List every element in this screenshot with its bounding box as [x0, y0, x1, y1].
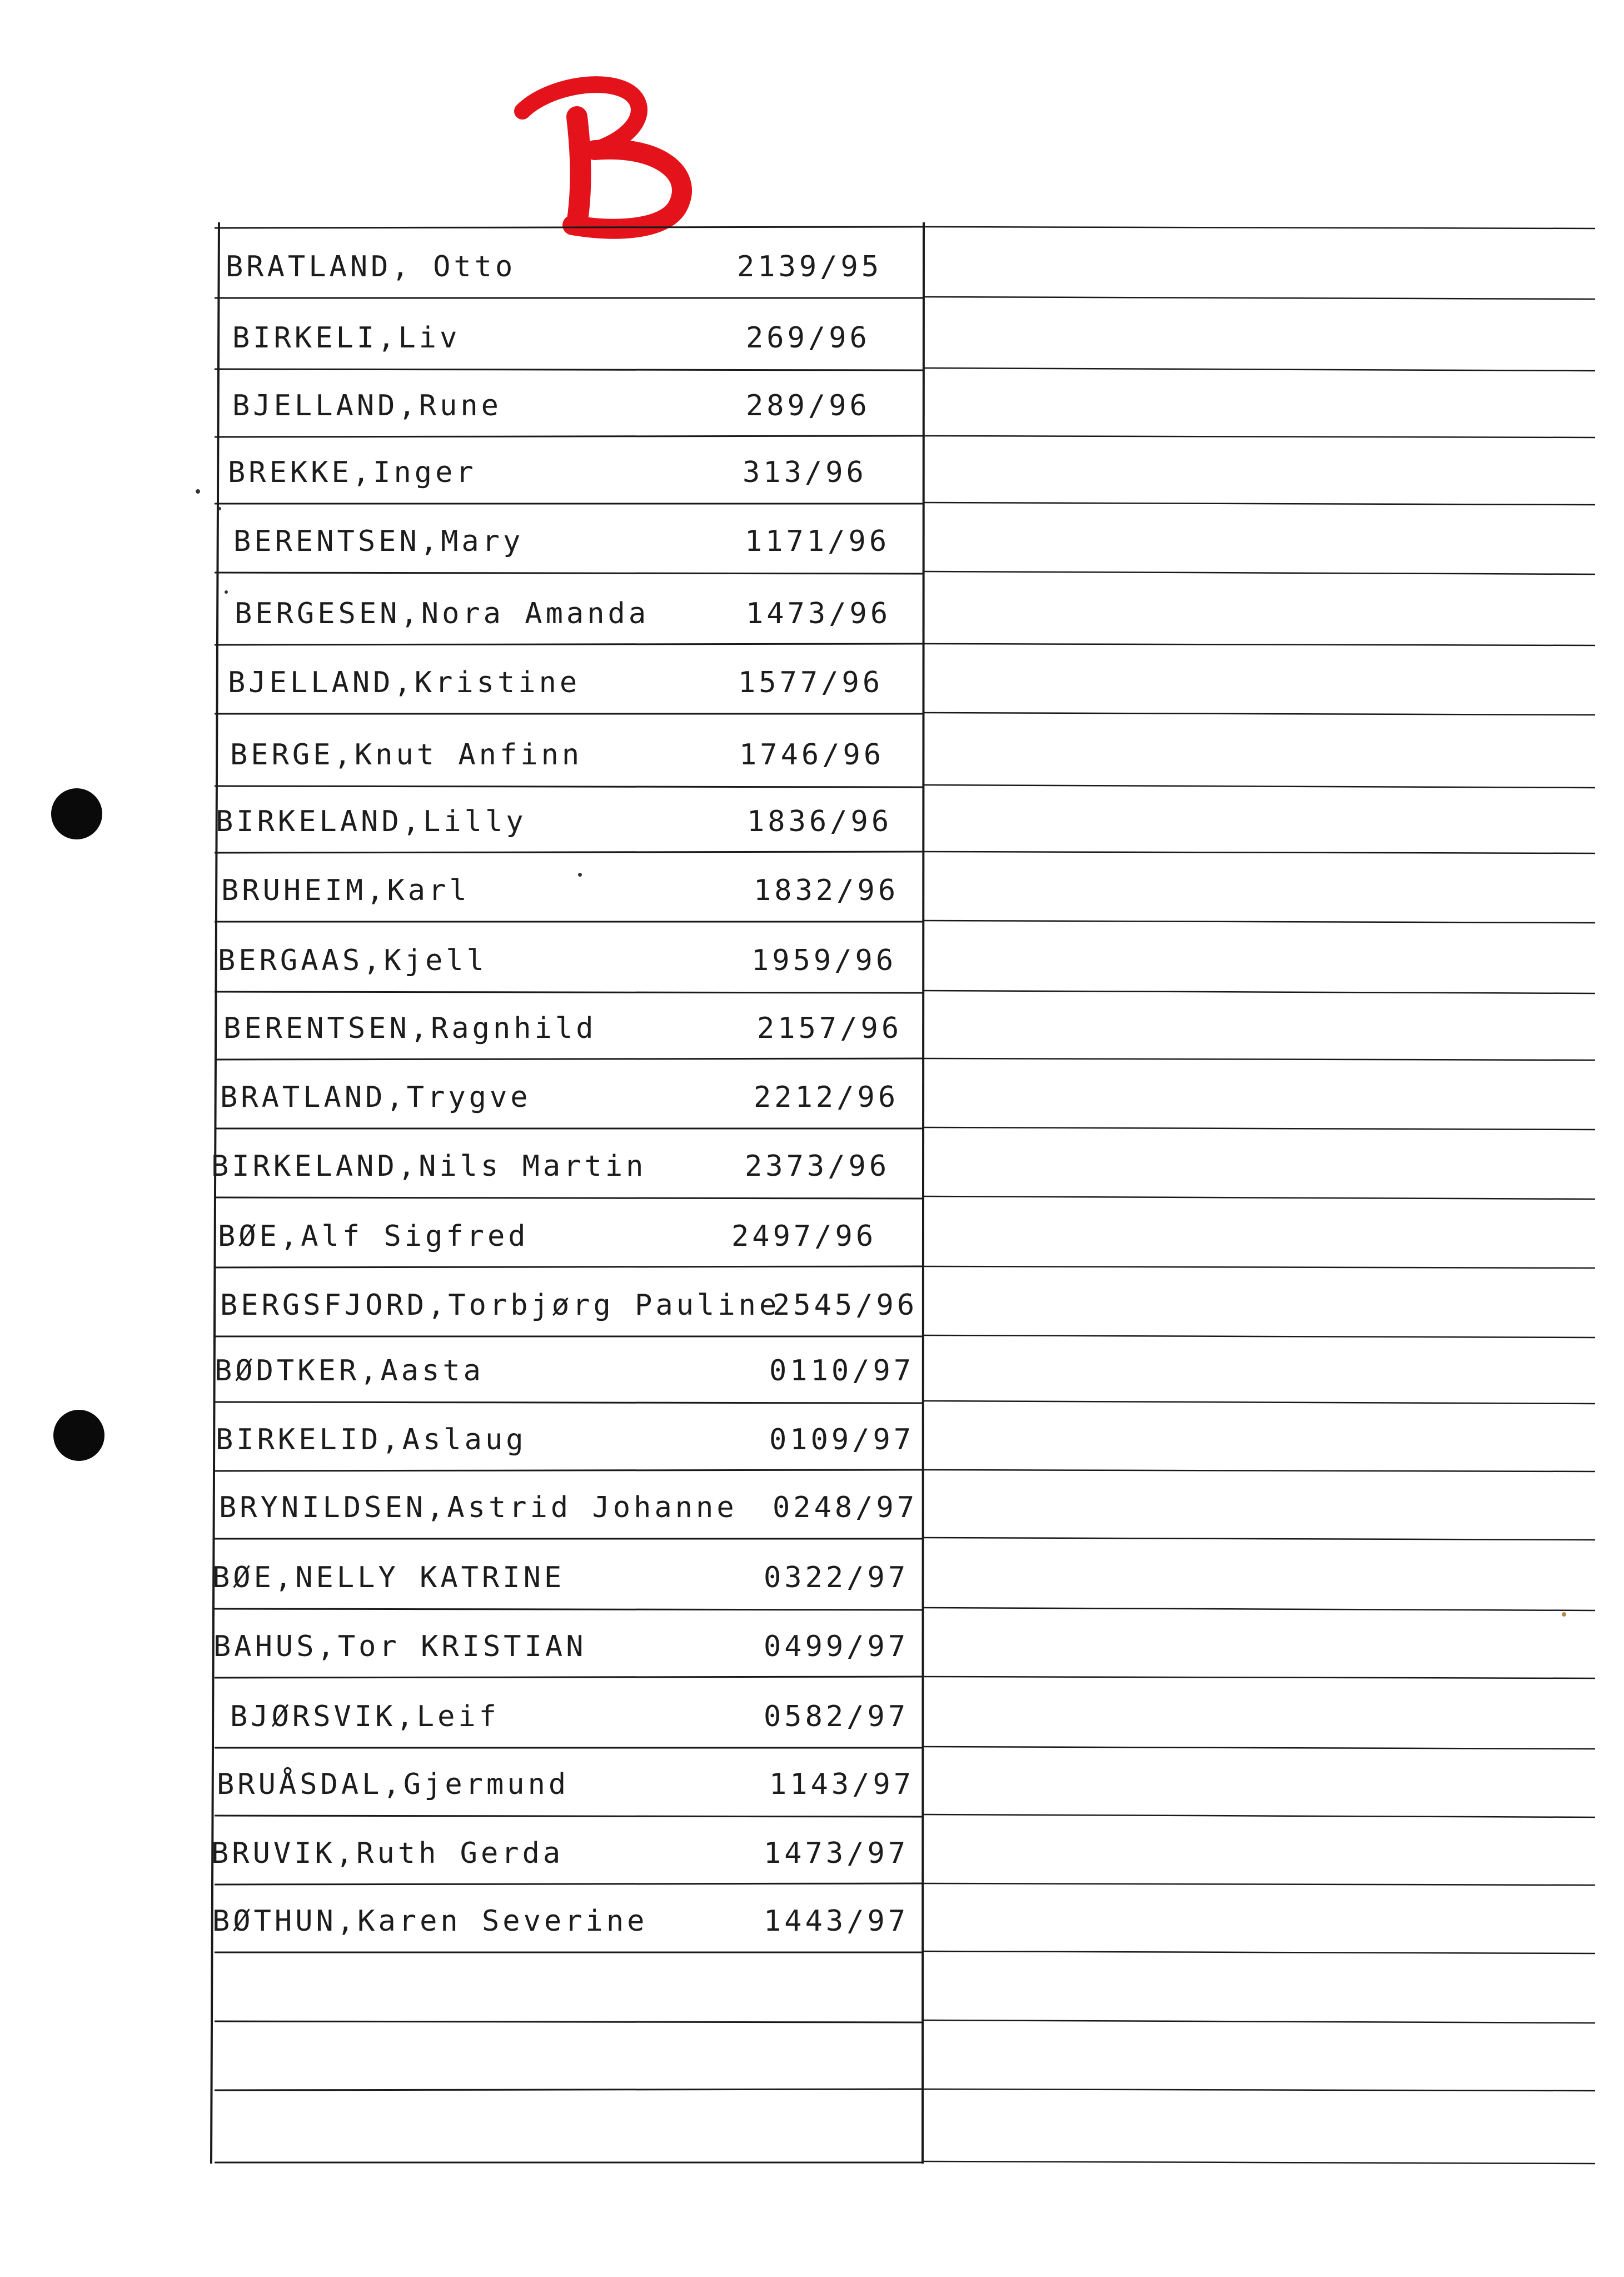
entry-name: BREKKE,Inger: [228, 456, 477, 489]
row-rule-right: [924, 1538, 1595, 1540]
row-rule-right: [924, 2089, 1595, 2091]
entry-name: BRUÅSDAL,Gjermund: [217, 1768, 570, 1801]
entry-name: BRATLAND,Trygve: [220, 1081, 531, 1114]
column-divider: [923, 222, 924, 2164]
entry-case-number: 1473/96: [746, 597, 891, 630]
entry-name: BRATLAND, Otto: [226, 250, 516, 284]
entry-name: BJELLAND,Rune: [232, 389, 502, 422]
entry-case-number: 0582/97: [764, 1700, 909, 1733]
row-rule-left: [215, 1266, 924, 1267]
entry-name: BØTHUN,Karen Severine: [212, 1905, 648, 1938]
row-rule-left: [215, 1883, 924, 1885]
speck: [225, 590, 228, 594]
entry-case-number: 1171/96: [745, 525, 890, 558]
entry-case-number: 1959/96: [751, 944, 897, 977]
punch-hole-bottom: [53, 1410, 104, 1461]
row-rule-left: [215, 1197, 924, 1199]
row-rule-right: [924, 785, 1595, 788]
speck: [196, 489, 200, 494]
row-rule-right: [924, 571, 1595, 574]
entry-name: BERGESEN,Nora Amanda: [235, 597, 650, 630]
entry-case-number: 1577/96: [738, 666, 884, 699]
entry-name: BRYNILDSEN,Astrid Johanne: [219, 1491, 738, 1524]
entry-case-number: 0322/97: [764, 1561, 909, 1594]
row-rule-right: [924, 1470, 1595, 1471]
entry-name: BIRKELI,Liv: [232, 321, 461, 355]
row-rule-right: [924, 852, 1595, 853]
entry-case-number: 1832/96: [754, 874, 899, 907]
row-rule-right: [924, 227, 1595, 228]
row-rule-left: [215, 1058, 924, 1060]
entry-case-number: 269/96: [746, 321, 870, 355]
row-rule-right: [924, 2020, 1595, 2023]
row-rule-right: [924, 368, 1595, 371]
row-rule-right: [924, 1335, 1595, 1338]
entry-name: BØDTKER,Aasta: [215, 1354, 484, 1388]
entry-case-number: 1143/97: [769, 1768, 915, 1801]
row-rule-right: [924, 1266, 1595, 1268]
entry-name: BERENTSEN,Mary: [233, 525, 524, 558]
entry-name: BØE,Alf Sigfred: [218, 1220, 529, 1253]
entry-case-number: 2497/96: [731, 1220, 877, 1253]
row-rule-right: [924, 921, 1595, 923]
speck: [578, 873, 582, 877]
entry-case-number: 1443/97: [764, 1905, 909, 1938]
row-rule-left: [215, 852, 924, 853]
row-rule-right: [924, 436, 1595, 437]
row-rule-left: [215, 992, 924, 993]
row-rule-left: [215, 1470, 924, 1471]
entry-case-number: 289/96: [746, 389, 870, 422]
row-rule-left: [215, 573, 924, 574]
entry-case-number: 2545/96: [773, 1289, 918, 1322]
entry-name: BJØRSVIK,Leif: [230, 1700, 500, 1733]
row-rule-right: [924, 503, 1595, 505]
row-rule-right: [924, 1608, 1595, 1610]
entry-name: BERGAAS,Kjell: [218, 944, 487, 977]
entry-name: BJELLAND,Kristine: [228, 666, 581, 699]
speck: [1562, 1612, 1566, 1617]
row-rule-left: [215, 2021, 924, 2022]
row-rule-left: [215, 1816, 924, 1817]
entry-case-number: 0499/97: [764, 1630, 909, 1663]
entry-name: BAHUS,Tor KRISTIAN: [213, 1630, 587, 1663]
row-rule-right: [924, 1747, 1595, 1749]
entry-name: BIRKELID,Aslaug: [216, 1423, 527, 1456]
row-rule-right: [924, 1058, 1595, 1060]
entry-case-number: 0109/97: [769, 1423, 915, 1456]
row-rule-right: [924, 297, 1595, 299]
left-border: [211, 222, 219, 2164]
row-rule-right: [924, 644, 1595, 645]
row-rule-right: [924, 713, 1595, 715]
entry-case-number: 2157/96: [757, 1012, 903, 1045]
entry-name: BERGE,Knut Anfinn: [230, 738, 583, 772]
entry-name: BIRKELAND,Nils Martin: [211, 1150, 647, 1183]
entry-name: BERENTSEN,Ragnhild: [223, 1012, 597, 1045]
row-rule-left: [215, 1677, 924, 1678]
row-rule-right: [924, 1814, 1595, 1817]
row-rule-left: [215, 1402, 924, 1403]
speck: [218, 507, 221, 510]
entry-name: BRUVIK,Ruth Gerda: [211, 1837, 564, 1870]
entry-case-number: 2212/96: [754, 1081, 899, 1114]
entry-name: BIRKELAND,Lilly: [216, 805, 527, 838]
entry-name: BRUHEIM,Karl: [221, 874, 470, 907]
row-rule-right: [924, 1196, 1595, 1199]
entry-case-number: 2373/96: [745, 1150, 890, 1183]
entry-case-number: 0110/97: [769, 1354, 915, 1388]
row-rule-left: [215, 644, 924, 645]
row-rule-left: [215, 436, 924, 437]
row-rule-left: [215, 786, 924, 787]
entry-case-number: 2139/95: [737, 250, 883, 284]
punch-hole-top: [51, 788, 102, 839]
row-rule-right: [924, 1951, 1595, 1953]
row-rule-right: [924, 991, 1595, 993]
entry-case-number: 1473/97: [764, 1837, 909, 1870]
row-rule-right: [924, 1883, 1595, 1885]
entry-name: BØE,NELLY KATRINE: [212, 1561, 565, 1594]
row-rule-left: [215, 369, 924, 370]
row-rule-left: [215, 227, 924, 228]
row-rule-left: [215, 1609, 924, 1610]
entry-case-number: 1746/96: [739, 738, 885, 772]
entry-case-number: 1836/96: [747, 805, 893, 838]
row-rule-left: [215, 2089, 924, 2090]
row-rule-right: [924, 2161, 1595, 2164]
entry-case-number: 0248/97: [773, 1491, 918, 1524]
entry-name: BERGSFJORD,Torbjørg Pauline: [220, 1289, 780, 1322]
entry-case-number: 313/96: [743, 456, 867, 489]
row-rule-right: [924, 1127, 1595, 1130]
row-rule-right: [924, 1677, 1595, 1678]
row-rule-right: [924, 1401, 1595, 1404]
